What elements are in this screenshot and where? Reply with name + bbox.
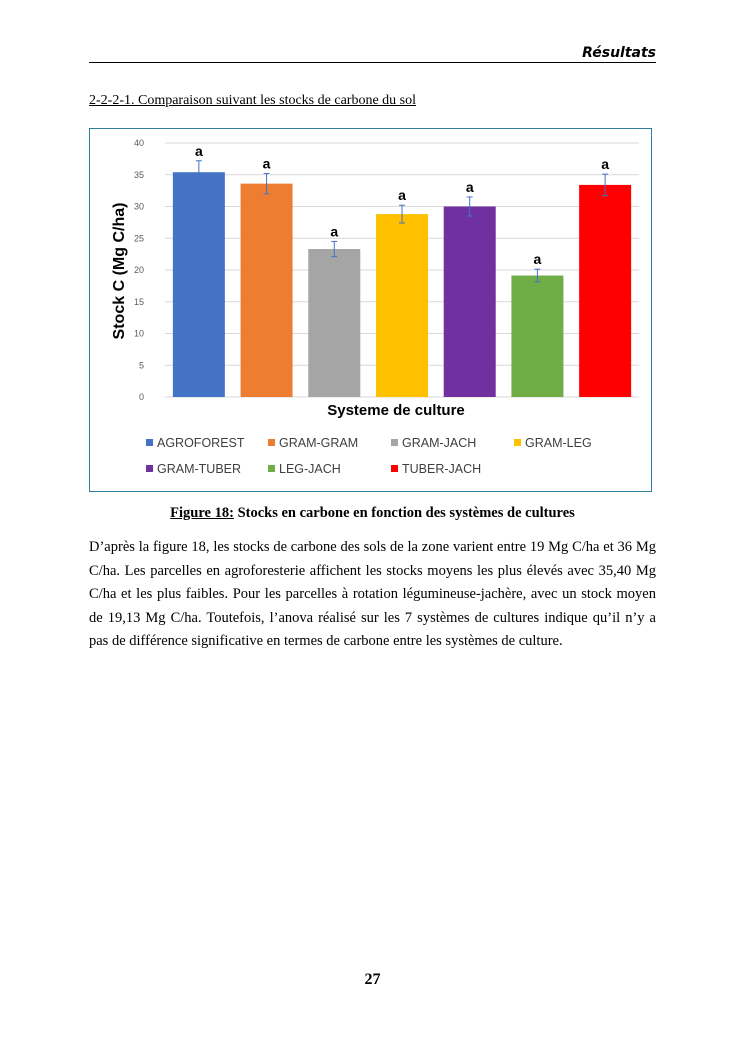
legend-swatch	[514, 439, 521, 446]
significance-label: a	[601, 156, 610, 173]
bar-chart	[90, 129, 651, 491]
y-tick-label: 5	[138, 360, 144, 371]
significance-label: a	[533, 251, 542, 268]
bar-gram-leg	[376, 214, 428, 397]
legend-swatch	[391, 465, 398, 472]
figure-caption-text: Stocks en carbone en fonction des systèmes de cultures	[233, 505, 575, 521]
bar-leg-jach	[511, 276, 563, 397]
figure-label: Figure 18:	[170, 505, 234, 521]
page-number: 27	[364, 971, 381, 988]
legend-label: TUBER-JACH	[402, 462, 482, 476]
legend-swatch	[391, 439, 398, 446]
significance-label: a	[465, 178, 474, 195]
significance-label: a	[330, 223, 339, 240]
chart-frame	[89, 128, 652, 492]
legend-label: AGROFOREST	[157, 436, 245, 450]
bar-gram-gram	[241, 184, 293, 397]
bar-tuber-jach	[579, 185, 631, 397]
x-axis-label: Systeme de culture	[327, 402, 465, 419]
y-tick-label: 35	[133, 169, 144, 180]
significance-label: a	[398, 187, 406, 204]
y-tick-label: 0	[138, 392, 144, 402]
bar-gram-tuber	[444, 207, 496, 398]
legend-item	[391, 462, 481, 476]
legend-item	[268, 462, 341, 476]
legend-item	[268, 436, 358, 450]
legend-swatch	[146, 439, 153, 446]
header-rule	[89, 62, 656, 63]
running-header-title: Résultats	[582, 45, 656, 61]
legend-swatch	[146, 465, 153, 472]
y-tick-label: 10	[133, 328, 144, 339]
y-axis-label: Stock C (Mg C/ha)	[111, 202, 128, 340]
y-tick-label: 30	[133, 201, 144, 212]
legend	[146, 436, 592, 476]
significance-label: a	[262, 155, 271, 172]
legend-item	[391, 436, 476, 450]
y-tick-label: 15	[133, 296, 144, 307]
bar-gram-jach	[308, 249, 360, 397]
figure-caption	[89, 505, 656, 522]
legend-item	[146, 462, 241, 476]
legend-label: GRAM-LEG	[525, 436, 592, 450]
significance-label: a	[194, 142, 203, 159]
legend-item	[146, 436, 245, 450]
legend-label: GRAM-TUBER	[157, 462, 242, 476]
legend-swatch	[268, 439, 275, 446]
y-tick-label: 25	[133, 233, 144, 244]
legend-item	[514, 436, 592, 450]
section-heading: 2-2-2-1. Comparaison suivant les stocks de carbone du sol	[89, 93, 416, 108]
y-tick-label: 40	[133, 138, 144, 148]
legend-label: GRAM-GRAM	[279, 436, 359, 450]
y-tick-labels	[134, 138, 144, 402]
body-paragraph: D’après la figure 18, les stocks de carbone des sols de la zone varient entre 19 Mg C/ha et 36 Mg C/ha. Les parcelles en agroforesterie affichent les stocks moyens les plus élevés avec 35,40 Mg C/ha et les plus faibles. Pour les parcelles à rotation légumineuse-jachère, avec un stock moyen de 19,13 Mg C/ha. Toutefois, l’anova réalisé sur les 7 systèmes de cultures indique qu’il n’y a pas de différence significative en termes de carbone entre les systèmes de culture.	[89, 539, 656, 649]
bar-agroforest	[173, 172, 225, 397]
legend-swatch	[268, 465, 275, 472]
legend-label: GRAM-JACH	[402, 436, 477, 450]
y-tick-label: 20	[133, 265, 144, 275]
legend-label: LEG-JACH	[279, 462, 341, 476]
